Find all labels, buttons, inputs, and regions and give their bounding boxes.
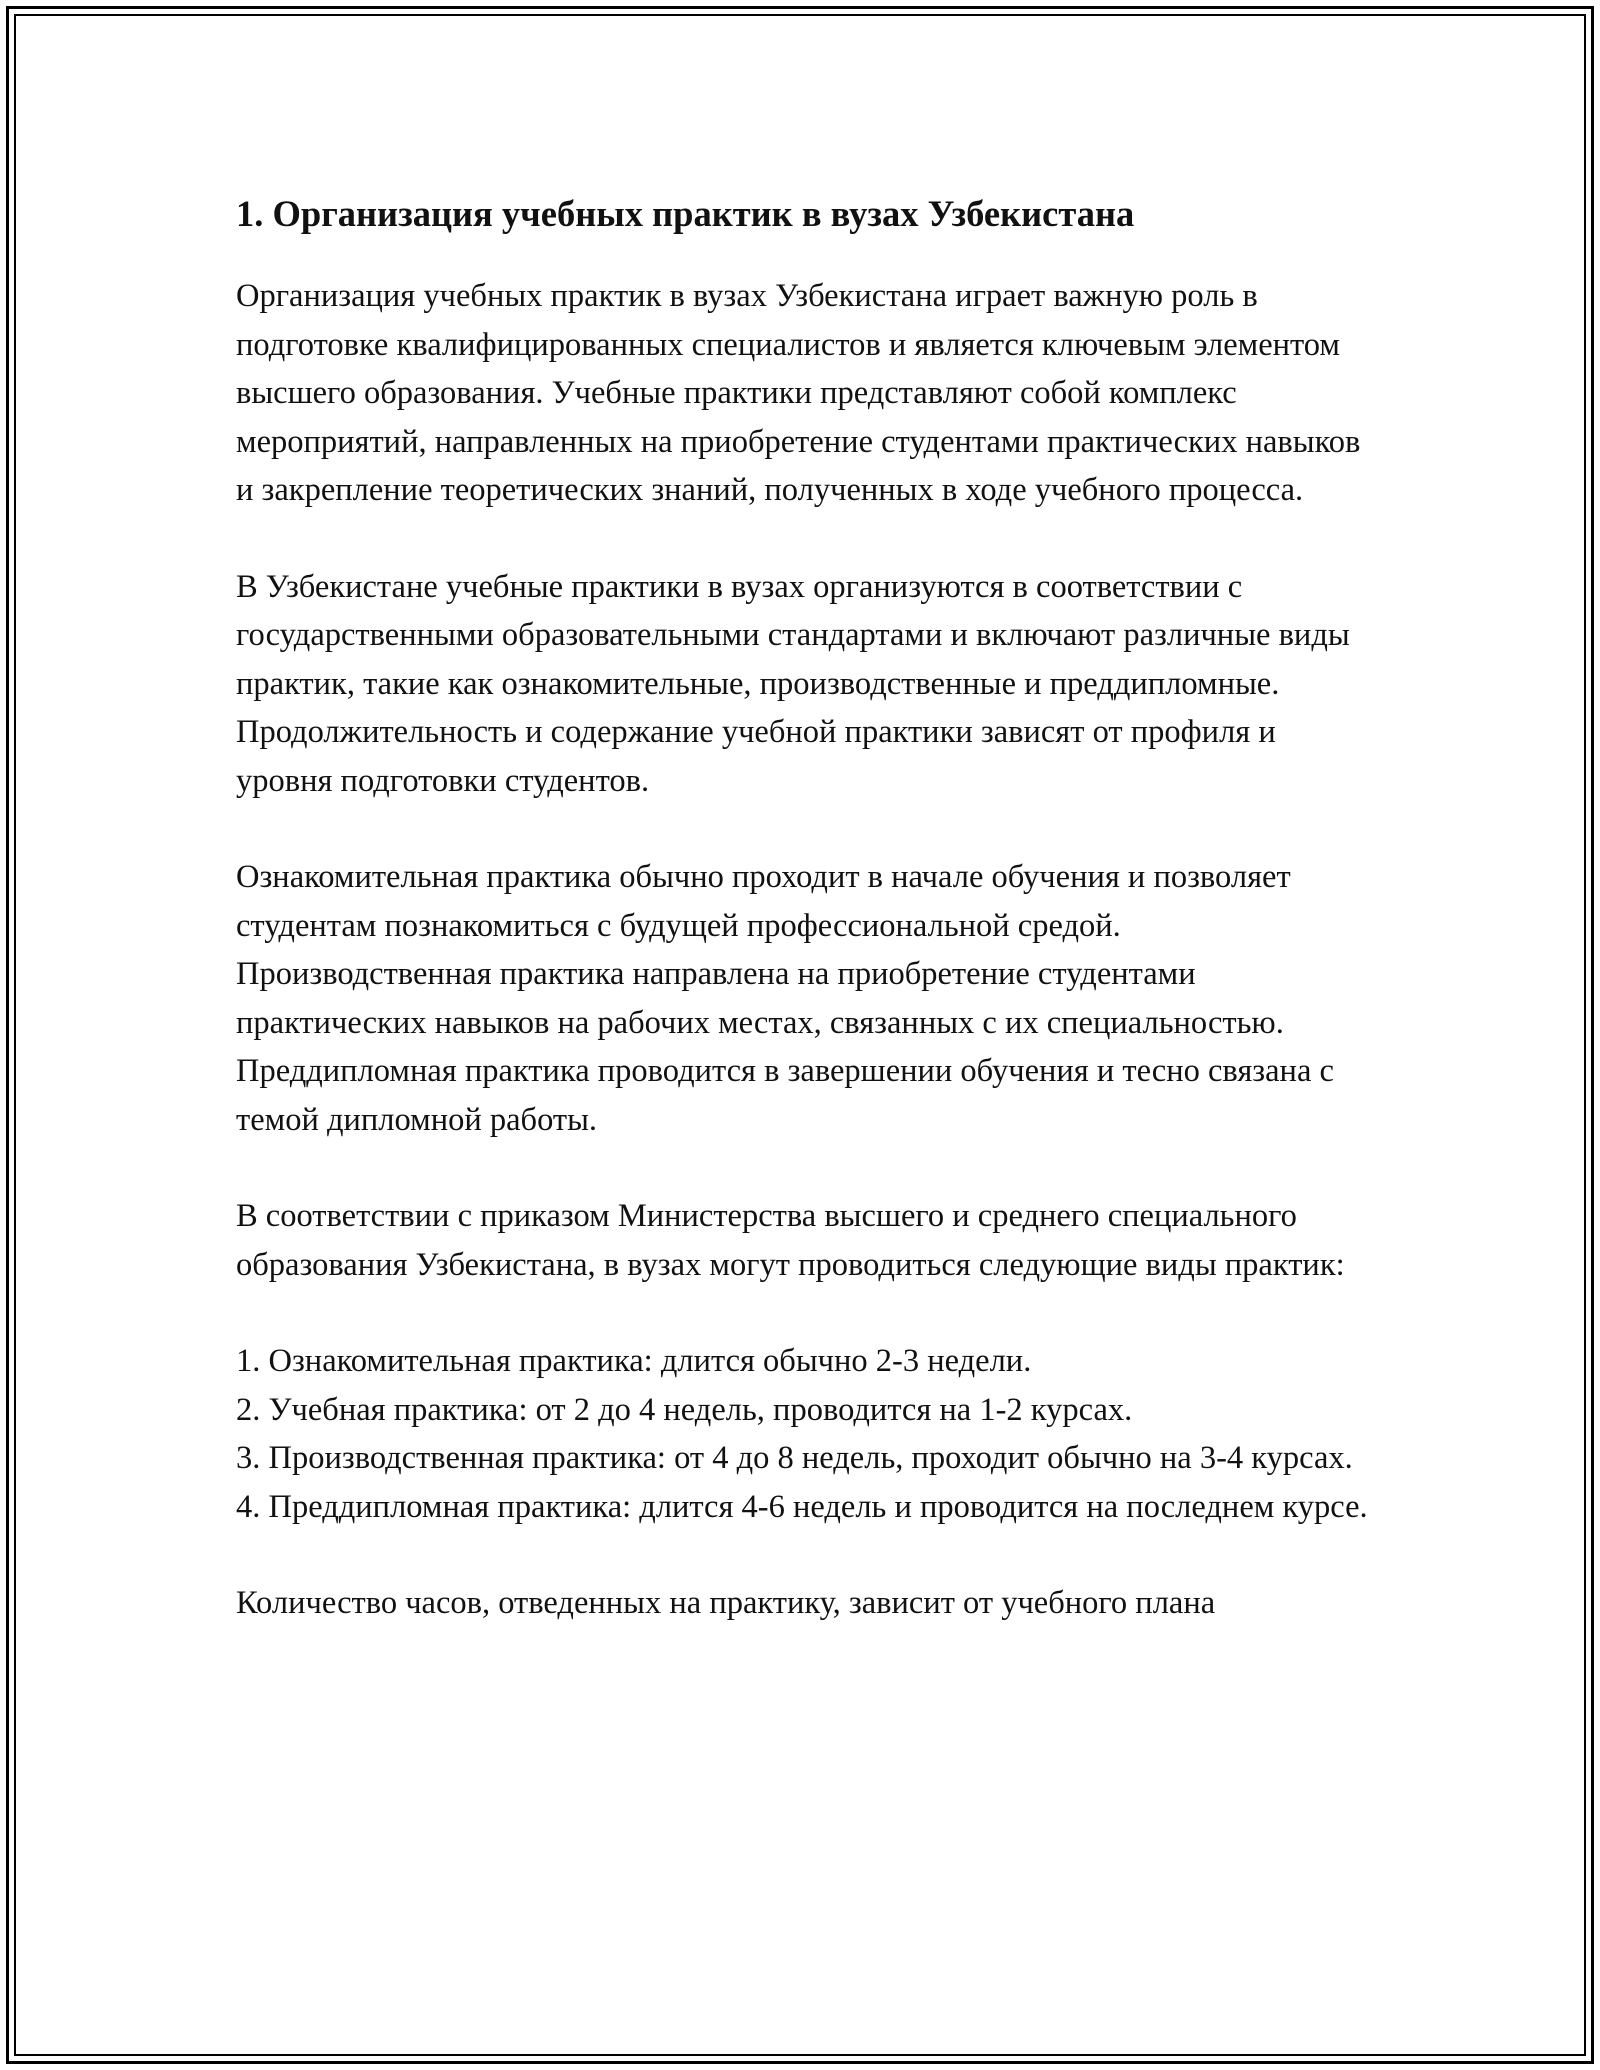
list-item: 4. Преддипломная практика: длится 4-6 недель и проводится на последнем курсе. bbox=[236, 1488, 1368, 1525]
paragraph-hours: Количество часов, отведенных на практику, зависит от учебного плана bbox=[236, 1585, 1216, 1621]
paragraph-practice-types: Ознакомительная практика обычно проходит в начале обучения и позволяет студентам познакомиться с будущей профессиональной средой. Производственная практика направлена на приобретение студентами практических навыков на рабочих местах, связанных с их специальностью. Преддипломная практика проводится в завершении обучения и тесно связана с темой дипломной работы. bbox=[236, 859, 1334, 1138]
list-item: 2. Учебная практика: от 2 до 4 недель, проводится на 1-2 курсах. bbox=[236, 1391, 1133, 1428]
practice-list bbox=[236, 1337, 1376, 1531]
document-body bbox=[236, 186, 1376, 1676]
paragraph-intro: Организация учебных практик в вузах Узбекистана играет важную роль в подготовке квалифицированных специалистов и является ключевым элементом высшего образования. Учебные практики представляют собой комплекс мероприятий, направленных на приобретение студентами практических навыков и закрепление теоретических знаний, полученных в ходе учебного процесса. bbox=[236, 278, 1361, 508]
paragraph-standards: В Узбекистане учебные практики в вузах организуются в соответствии с государственными образовательными стандартами и включают различные виды практик, такие как ознакомительные, производственные и преддипломные. Продолжительность и содержание учебной практики зависят от профиля и уровня подготовки студентов. bbox=[236, 568, 1350, 799]
list-item: 3. Производственная практика: от 4 до 8 недель, проходит обычно на 3-4 курсах. bbox=[236, 1440, 1353, 1476]
section-heading: 1. Организация учебных практик в вузах Узбекистана bbox=[236, 193, 1135, 234]
list-item: 1. Ознакомительная практика: длится обычно 2-3 недели. bbox=[236, 1343, 1032, 1379]
paragraph-ministry-order: В соответствии с приказом Министерства высшего и среднего специального образования Узбекистана, в вузах могут проводиться следующие виды практик: bbox=[236, 1198, 1345, 1283]
